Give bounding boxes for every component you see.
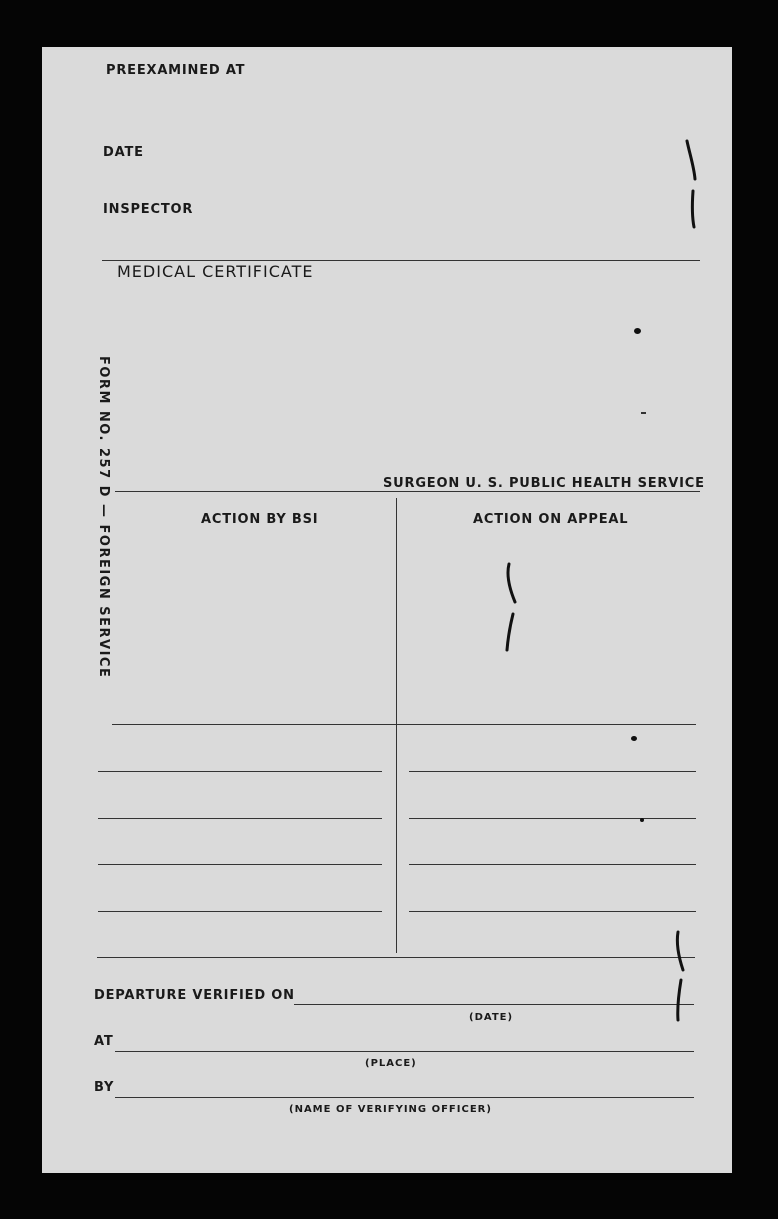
date-label: DATE	[103, 145, 144, 160]
ink-dot	[641, 412, 646, 414]
preexamined-label: PREEXAMINED AT	[106, 63, 246, 78]
ink-dot	[631, 736, 637, 741]
place-line	[115, 1051, 694, 1052]
surgeon-signature-label: SURGEON U. S. PUBLIC HEALTH SERVICE	[383, 476, 705, 491]
bsi-action-line	[98, 818, 382, 819]
bsi-action-line	[98, 911, 382, 912]
officer-caption: (NAME OF VERIFYING OFFICER)	[289, 1104, 492, 1115]
action-line	[112, 724, 696, 725]
appeal-action-line	[409, 818, 696, 819]
action-on-appeal-title: ACTION ON APPEAL	[473, 512, 629, 527]
action-by-bsi-title: ACTION BY BSI	[201, 512, 319, 527]
medical-certificate-title: MEDICAL CERTIFICATE	[117, 262, 314, 281]
bsi-action-line	[98, 771, 382, 772]
departure-date-line	[294, 1004, 694, 1005]
appeal-action-line	[409, 911, 696, 912]
inspector-label: INSPECTOR	[103, 202, 194, 217]
handwritten-mark	[680, 135, 704, 235]
surgeon-signature-line	[115, 491, 700, 492]
by-label: BY	[94, 1080, 115, 1095]
ink-dot	[640, 818, 644, 822]
bsi-action-line	[98, 864, 382, 865]
departure-verified-label: DEPARTURE VERIFIED ON	[94, 988, 295, 1003]
action-section-bottom-line	[97, 957, 695, 958]
ink-dot	[634, 328, 641, 334]
appeal-action-line	[409, 771, 696, 772]
at-label: AT	[94, 1034, 114, 1049]
officer-line	[115, 1097, 694, 1098]
header-divider	[102, 260, 700, 261]
place-caption: (PLACE)	[365, 1058, 417, 1069]
form-number: FORM NO. 257 D — FOREIGN SERVICE	[96, 356, 111, 679]
appeal-action-line	[409, 864, 696, 865]
date-caption: (DATE)	[469, 1012, 514, 1023]
handwritten-mark	[498, 558, 522, 658]
action-column-divider	[396, 498, 397, 953]
handwritten-mark	[668, 928, 692, 1028]
